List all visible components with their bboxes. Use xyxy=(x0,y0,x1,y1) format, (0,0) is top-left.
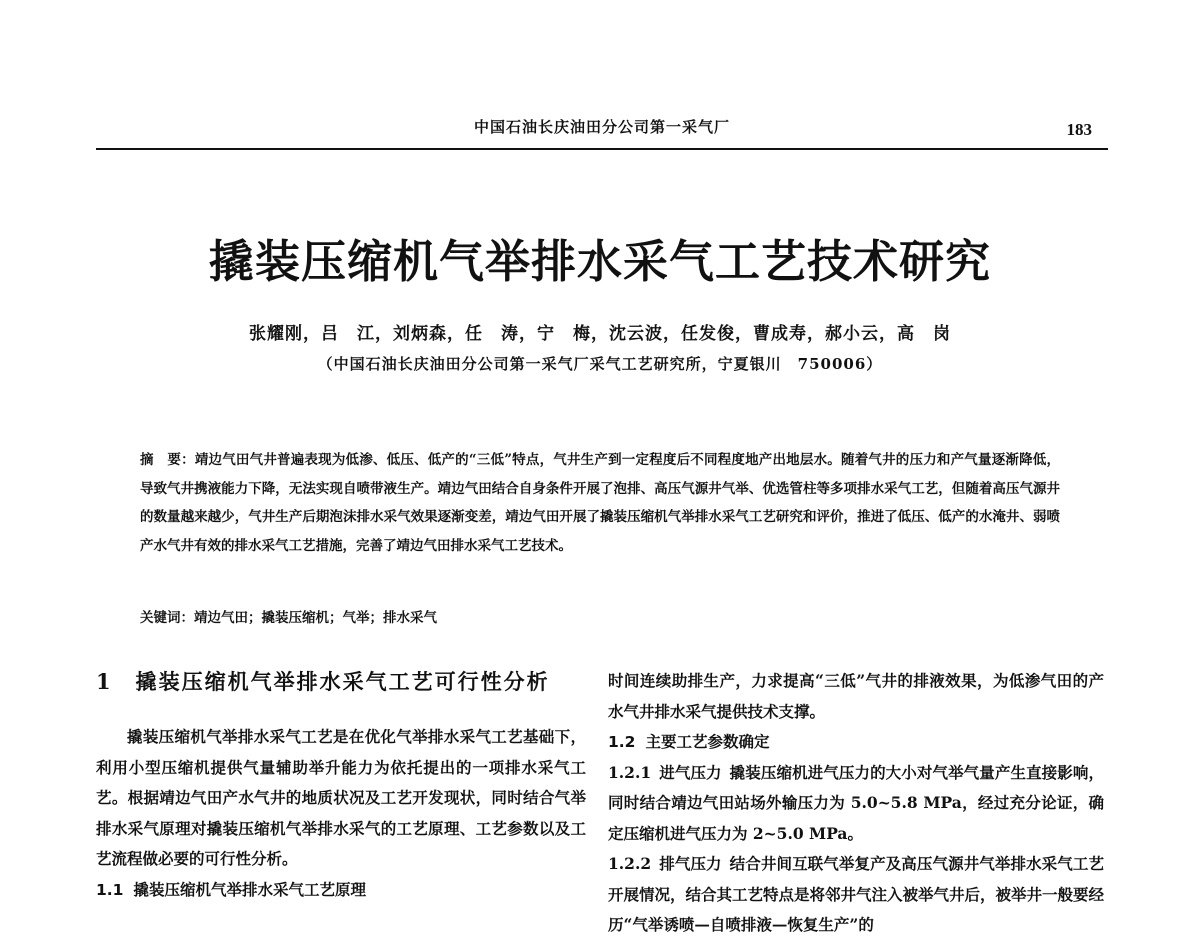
subsection-1-2-2-label: 排气压力 xyxy=(659,854,722,873)
subsection-1-2-title: 主要工艺参数确定 xyxy=(645,733,770,751)
subsection-1-1-number: 1.1 xyxy=(96,880,124,899)
subsection-1-2-2-number: 1.2.2 xyxy=(608,854,652,873)
keywords-text: 靖边气田；撬装压缩机；气举；排水采气 xyxy=(194,610,437,626)
continued-paragraph: 时间连续助排生产，力求提高“三低”气井的排液效果，为低渗气田的产水气井排水采气提供技术支撑。 xyxy=(608,671,1104,721)
subsection-1-2-heading xyxy=(608,727,1104,758)
author-list: 张耀刚，吕 江，刘炳森，任 涛，宁 梅，沈云波，任发俊，曹成寿，郝小云，高 岗 xyxy=(249,324,951,344)
section-1-paragraph: 撬装压缩机气举排水采气工艺是在优化气举排水采气工艺基础下，利用小型压缩机提供气量辅助举升能力为依托提出的一项排水采气工艺。根据靖边气田产水气井的地质状况及工艺开发现状，同时结合气举排水采气原理对撬装压缩机气举排水采气的工艺原理、工艺参数以及工艺流程做必要的可行性分析。 xyxy=(96,727,586,868)
subsection-1-2-1-number: 1.2.1 xyxy=(608,762,652,782)
paper-title: 撬装压缩机气举排水采气工艺技术研究 xyxy=(208,235,991,288)
affiliation: （中国石油长庆油田分公司第一采气厂采气工艺研究所，宁夏银川 750006） xyxy=(317,355,883,373)
subsection-1-1-title: 撬装压缩机气举排水采气工艺原理 xyxy=(133,880,366,899)
left-column xyxy=(96,666,586,905)
abstract-label: 摘 要： xyxy=(140,452,195,468)
subsection-1-2-2-paragraph xyxy=(608,849,1104,941)
abstract-paragraph xyxy=(140,446,1060,560)
subsection-1-1-heading xyxy=(96,875,586,906)
abstract-text: 靖边气田气井普遍表现为低渗、低压、低产的“三低”特点，气井生产到一定程度后不同程度地产出地层水。随着气井的压力和产气量逐渐降低，导致气井携液能力下降，无法实现自喷带液生产。靖边气田结合自身条件开展了泡排、高压气源井气举、优选管柱等多项排水采气工艺，但随着高压气源井的数量越来越少，气井生产后期泡沫排水采气效果逐渐变差，靖边气田开展了撬装压缩机气举排水采气工艺研究和评价，推进了低压、低产的水淹井、弱喷产水气井有效的排水采气工艺措施，完善了靖边气田排水采气工艺技术。 xyxy=(140,452,1061,554)
subsection-1-2-1-paragraph xyxy=(608,758,1104,850)
running-header xyxy=(96,116,1108,156)
subsection-1-2-1-label: 进气压力 xyxy=(659,762,722,782)
subsection-1-2-2-text: 结合井间互联气举复产及高压气源井气举排水采气工艺开展情况，结合其工艺特点是将邻井气注入被举气井后，被举井一般要经历“气举诱喷—自喷排液—恢复生产”的 xyxy=(608,854,1105,934)
keywords-line xyxy=(140,606,1060,626)
section-1-heading: 1 撬装压缩机气举排水采气工艺可行性分析 xyxy=(96,669,550,694)
header-rule xyxy=(96,148,1108,150)
right-column xyxy=(608,666,1104,941)
running-title: 中国石油长庆油田分公司第一采气厂 xyxy=(473,118,730,136)
subsection-1-2-1-text: 撬装压缩机进气压力的大小对气举气量产生直接影响，同时结合靖边气田站场外输压力为 5.0~5.8 MPa，经过充分论证，确定压缩机进气压力为 2~5.0 MPa。 xyxy=(608,762,1104,843)
subsection-1-2-number: 1.2 xyxy=(608,733,636,751)
abstract-block xyxy=(140,446,1060,560)
page-number: 183 xyxy=(1066,120,1092,139)
keywords-label: 关键词： xyxy=(140,610,194,626)
